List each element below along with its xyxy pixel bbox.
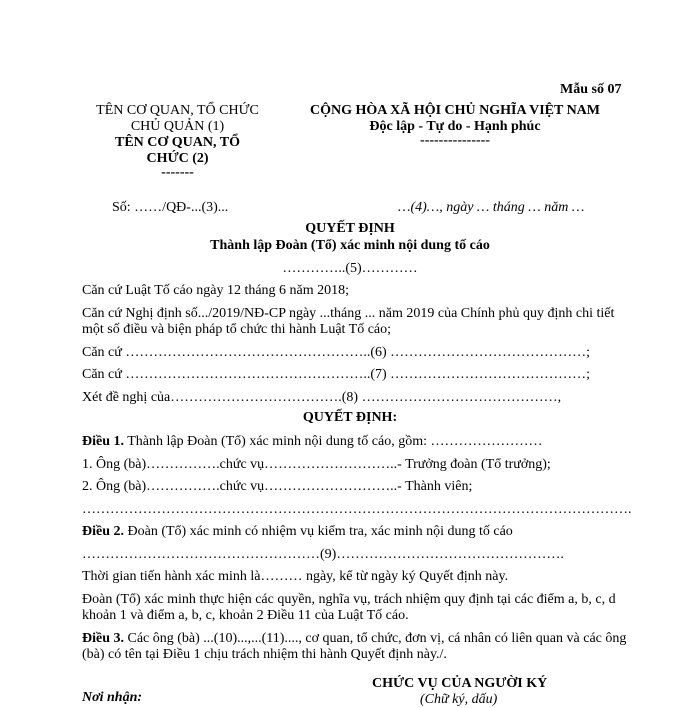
signer-title: CHỨC VỤ CỦA NGƯỜI KÝ	[372, 676, 548, 691]
country-name: CỘNG HÒA XÃ HỘI CHỦ NGHĨA VIỆT NAM	[309, 103, 600, 118]
article-1-label: Điều 1.	[82, 434, 124, 449]
basis-decree-line2: một số điều và biện pháp tổ chức thi hành Luật Tố cáo;	[82, 322, 392, 337]
article-2-line2: ……………………………………………(9)………………………………………….	[82, 547, 564, 562]
issuing-agency-header	[75, 103, 280, 179]
document-number: Số: ……/QĐ-...(3)...	[112, 200, 229, 215]
article-1-text: Thành lập Đoàn (Tổ) xác minh nội dung tố cáo, gồm: ……………………	[124, 434, 543, 449]
decision-subtitle: Thành lập Đoàn (Tổ) xác minh nội dung tố cáo	[210, 238, 490, 253]
national-motto-header	[280, 103, 630, 147]
article-2-duty-line1: Đoàn (Tổ) xác minh thực hiện các quyền, nghĩa vụ, trách nhiệm quy định tại các điểm a, b, c, d	[82, 592, 616, 607]
article-2-time: Thời gian tiến hành xác minh là……… ngày, kể từ ngày ký Quyết định này.	[82, 569, 509, 584]
motto-divider: ---------------	[420, 133, 490, 148]
form-number: Mẫu số 07	[560, 82, 622, 97]
basis-law: Căn cứ Luật Tố cáo ngày 12 tháng 6 năm 2018;	[82, 283, 350, 298]
article-3-label: Điều 3.	[82, 631, 124, 646]
article-1-dots: ……………………………………………………………………………………………………….	[82, 502, 632, 517]
article-1	[82, 434, 543, 450]
place-date: …(4)…, ngày … tháng … năm …	[398, 200, 585, 215]
decision-title: QUYẾT ĐỊNH	[305, 221, 395, 236]
article-2-duty-line2: khoản 1 và điểm a, b, c, khoản 2 Điều 11 của Luật Tố cáo.	[82, 608, 409, 623]
article-2-text: Đoàn (Tổ) xác minh có nhiệm vụ kiểm tra, xác minh nội dung tố cáo	[124, 524, 513, 539]
basis-7: Căn cứ ……………………………………………..(7) ……………………………………;	[82, 367, 591, 382]
article-1-member-1: 1. Ông (bà)…………….chức vụ………………………..- Trưởng đoàn (Tổ trưởng);	[82, 457, 551, 472]
parent-agency-line1: TÊN CƠ QUAN, TỔ CHỨC	[96, 103, 259, 118]
article-3-line2: (bà) có tên tại Điều 1 chịu trách nhiệm thi hành Quyết định này./.	[82, 647, 447, 662]
motto: Độc lập - Tự do - Hạnh phúc	[369, 119, 541, 134]
article-1-member-2: 2. Ông (bà)…………….chức vụ………………………..- Thành viên;	[82, 479, 473, 494]
issuer-authority: …………..(5)…………	[282, 261, 418, 276]
article-3-text: Các ông (bà) ...(10)...,...(11)...., cơ quan, tổ chức, đơn vị, cá nhân có liên quan và các ông	[124, 631, 627, 646]
article-2	[82, 524, 513, 540]
recipients-label: Nơi nhận:	[82, 690, 143, 705]
article-3	[82, 631, 626, 647]
article-2-label: Điều 2.	[82, 524, 124, 539]
proposal: Xét đề nghị của……………………………….(8) ……………………………………,	[82, 390, 562, 405]
agency-line2: CHỨC (2)	[146, 151, 209, 166]
signer-note: (Chữ ký, dấu)	[420, 692, 498, 707]
basis-6: Căn cứ ……………………………………………..(6) ……………………………………;	[82, 345, 591, 360]
agency-divider: -------	[161, 165, 194, 180]
basis-decree-line1: Căn cứ Nghị định số.../2019/NĐ-CP ngày ...tháng ... năm 2019 của Chính phủ quy định chi tiết	[82, 306, 615, 321]
parent-agency-line2: CHỦ QUẢN (1)	[130, 119, 225, 134]
decision-heading: QUYẾT ĐỊNH:	[302, 410, 398, 425]
agency-line1: TÊN CƠ QUAN, TỔ	[115, 135, 240, 150]
